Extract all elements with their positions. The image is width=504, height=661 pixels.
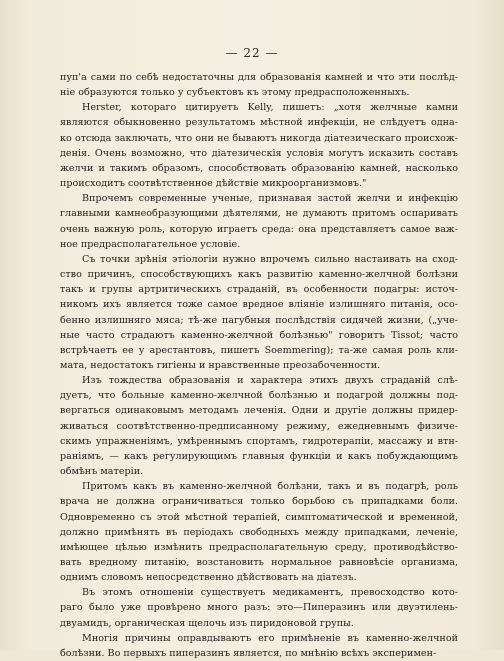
- text-line: ные часто страдаютъ каменно-желчной болѣзнью" говоритъ Tissot; часто: [60, 329, 458, 341]
- text-line: Въ этомъ отношеніи существуетъ медикаментъ, превосходство кото-: [82, 587, 458, 599]
- text-line: ное предрасполагательное условіе.: [60, 238, 241, 250]
- text-line: Притомъ какъ въ каменно-желчной болѣзни, такъ и въ подагрѣ, роль: [82, 481, 458, 493]
- text-line: скимъ упражненіямъ, умѣреннымъ спортамъ, гидротерапіи, массажу и втн-: [60, 435, 458, 447]
- text-line: двуамидъ, органическая щелочь изъ пиридоновой групы.: [60, 617, 354, 629]
- text-line: желчи и такимъ образомъ, способствовать образованію камней, насколько: [60, 162, 458, 174]
- text-line: вергаться одинаковымъ методамъ леченія. Одни и другіе должны придер-: [60, 405, 458, 417]
- text-line: дуетъ, что больные каменно-желчной болѣзнью и подагрой должны под-: [60, 390, 458, 402]
- text-line: раніямъ, — какъ регулирующимъ главныя функціи и какъ побуждающимъ: [60, 450, 458, 462]
- paragraph: [60, 100, 458, 191]
- text-line: имѣющее цѣлью измѣнить предрасполагательную среду, противодѣйство-: [60, 541, 458, 553]
- text-line: Многія причины оправдываютъ его примѣненіе въ каменно-желчной: [82, 632, 458, 644]
- text-line: никомъ ихъ является тоже самое вредное вліяніе излишняго питанія, осо-: [60, 299, 458, 311]
- text-line: очень важную роль, которую играетъ среда: она представляетъ самое важ-: [60, 223, 458, 235]
- text-line: пуп'а сами по себѣ недостаточны для образованія камней и что эти послѣд-: [60, 72, 458, 83]
- text-line: раго было уже провѣрено много разъ: это—Пиперазинъ или двуэтилень-: [60, 602, 458, 614]
- text-line: мата, недостатокъ гигіены и нравственные преозабоченности.: [60, 359, 381, 371]
- text-line: однимъ словомъ непосредственно дѣйствовать на діатезъ.: [60, 572, 357, 584]
- text-line: Одновременно съ этой мѣстной терапіей, симптоматической и временной,: [60, 511, 458, 523]
- text-line: должно примѣнять въ періодахъ свободныхъ между припадками, леченіе,: [60, 526, 458, 538]
- paragraph: [60, 70, 458, 100]
- text-line: бенно излишняго мяса; тѣ-же пагубныя послѣдствія сидячей жизни, („уче-: [60, 314, 458, 326]
- text-line: денія. Очень возможно, что діатезическія условія могутъ исказить составъ: [60, 147, 458, 159]
- text-line: Изъ тождества образованія и характера этихъ двухъ страданій слѣ-: [82, 375, 458, 387]
- text-line: живаться соотвѣтственно-предписанному режиму, ежедневнымъ физиче-: [60, 420, 458, 432]
- body-text: [60, 70, 458, 661]
- text-line: ко отсюда заключать, что они не бываютъ никогда діатезическаго происхож-: [60, 132, 458, 144]
- text-line: встрѣчаетъ ее у арестантовъ, пишетъ Soemmering); та-же самая роль кли-: [60, 344, 458, 356]
- text-line: главными камнеобразующими дѣятелями, не думаютъ притомъ оспаривать: [60, 208, 458, 220]
- text-line: Herster, котораго цитируетъ Kelly, пишетъ: „хотя желчные камни: [82, 102, 458, 114]
- text-line: болѣзни. Во первыхъ пиперазинъ является, по мнѣнію всѣхъ эксперимен-: [60, 647, 437, 659]
- paragraph: [60, 373, 458, 479]
- text-line: такъ и групы артритическихъ страданій, въ особенности подагры: источ-: [60, 284, 458, 296]
- text-line: ство причинъ, способствующихъ какъ развитію каменно-желчной болѣзни: [60, 269, 458, 281]
- text-line: происходитъ соотвѣтственное дѣйствіе микроорганизмовъ.": [60, 178, 367, 190]
- text-line: Впрочемъ современные ученые, признавая застой желчи и инфекцію: [82, 193, 458, 205]
- text-line: являются обыкновенно результатомъ мѣстной инфекціи, не слѣдуетъ одна-: [60, 117, 458, 129]
- paragraph: [60, 585, 458, 630]
- text-line: врача не должна ограничиваться только борьбою съ припадками боли.: [60, 496, 458, 508]
- page-number: — 22 —: [225, 46, 279, 60]
- paragraph: [60, 191, 458, 252]
- paragraph: [60, 252, 458, 373]
- text-line: обмѣнъ матеріи.: [60, 466, 144, 478]
- paragraph: [60, 479, 458, 585]
- text-line: вать вредному питанію, возстановить нормальное равновѣсіе организма,: [60, 557, 458, 568]
- text-line: Съ точки зрѣнія этіологіи нужно впрочемъ сильно настаивать на сход-: [82, 253, 458, 265]
- text-line: ніе образуются только у субъектовъ къ этому предрасположенныхъ.: [60, 87, 410, 99]
- paragraph: [60, 631, 458, 661]
